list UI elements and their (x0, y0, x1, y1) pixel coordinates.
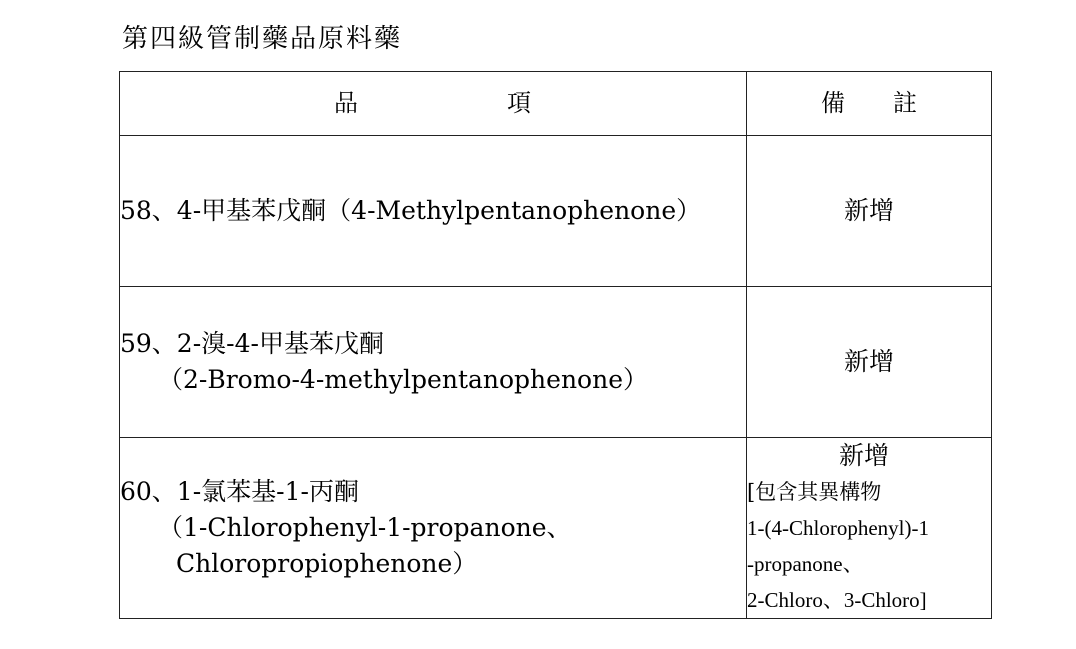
item-cell (120, 287, 747, 438)
item-line: 58、4-甲基苯戊酮（4-Methylpentanophenone） (120, 196, 702, 225)
note-detail-line: -propanone、 (747, 552, 864, 576)
item-line: （2-Bromo-4-methylpentanophenone） (158, 365, 649, 394)
note-header-char-2: 註 (893, 89, 917, 117)
table-row (120, 438, 992, 619)
table-header-row (120, 72, 992, 136)
note-text: 新增 (843, 347, 894, 376)
item-line: 60、1-氯苯基-1-丙酮 (120, 477, 359, 506)
table-row (120, 287, 992, 438)
note-header-char-1: 備 (821, 89, 845, 117)
note-detail-line: 2-Chloro、3-Chloro] (747, 588, 927, 612)
item-cell (120, 136, 747, 287)
controlled-drug-table (119, 71, 992, 619)
item-line: Chloropropiophenone） (176, 549, 478, 578)
note-cell (747, 287, 992, 438)
note-text: 新增 (843, 196, 894, 225)
note-column-header (747, 72, 992, 136)
document-title: 第四級管制藥品原料藥 (122, 24, 403, 54)
item-column-header (120, 72, 747, 136)
item-cell (120, 438, 747, 619)
note-cell (747, 136, 992, 287)
item-header-char-2: 項 (507, 89, 531, 117)
note-detail-line: [包含其異構物 (747, 480, 882, 504)
note-detail-line: 1-(4-Chlorophenyl)-1 (747, 516, 929, 540)
note-cell (747, 438, 992, 619)
item-header-char-1: 品 (334, 89, 358, 117)
item-line: 59、2-溴-4-甲基苯戊酮 (120, 329, 384, 358)
table-row (120, 136, 992, 287)
note-text: 新增 (838, 441, 889, 470)
item-line: （1-Chlorophenyl-1-propanone、 (158, 513, 572, 542)
